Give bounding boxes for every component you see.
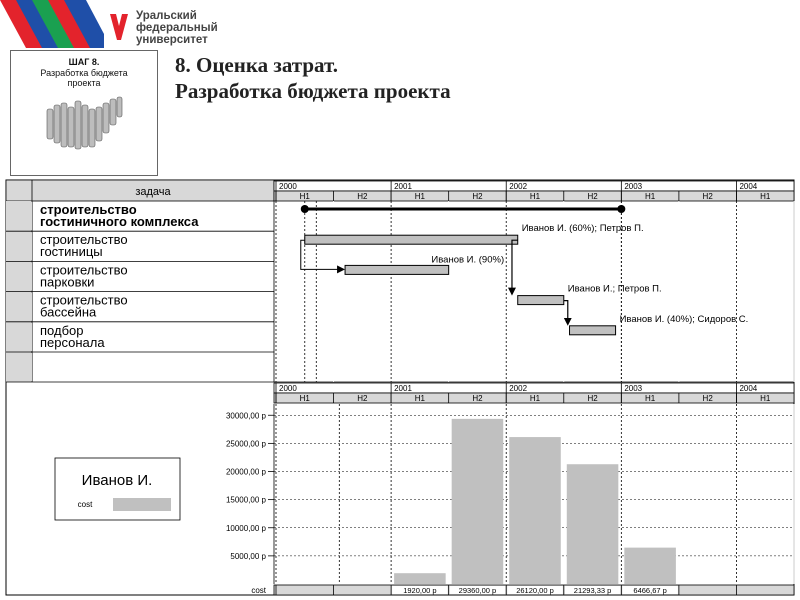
summary-start-marker <box>301 205 309 213</box>
gantt-timeline <box>274 181 794 382</box>
timeline-year: 2004 <box>739 182 758 191</box>
caption-line: проекта <box>67 78 101 88</box>
timeline-half: H2 <box>472 192 483 201</box>
budget-bar <box>624 548 676 584</box>
row-number-cell <box>6 293 32 321</box>
timeline-year: 2003 <box>624 384 643 393</box>
task-resource-label: Иванов И. (60%); Петров П. <box>521 223 644 235</box>
dependency-arrow <box>512 240 518 293</box>
row-number-cell <box>6 262 32 290</box>
y-tick-label: 10000,00 р <box>225 523 266 533</box>
task-label[interactable]: строительство <box>40 262 128 278</box>
budget-bar <box>509 437 561 584</box>
budget-bar <box>567 464 619 584</box>
timeline-half: H1 <box>760 192 771 201</box>
y-tick-label: 15000,00 р <box>225 495 266 505</box>
timeline-year: 2002 <box>509 182 528 191</box>
row-number-cell <box>6 202 32 230</box>
logo-line: Уральский <box>136 10 197 22</box>
timeline-year: 2000 <box>279 182 297 191</box>
task-resource-label: Иванов И. (40%); Сидоров С. <box>619 313 749 325</box>
task-bar[interactable] <box>518 296 564 305</box>
title-line-2: Разработка бюджета проекта <box>175 79 451 103</box>
task-bar[interactable] <box>570 326 616 335</box>
y-tick-label: 20000,00 р <box>225 467 266 477</box>
timeline-year: 2001 <box>394 182 412 191</box>
task-resource-label: Иванов И. (90%) <box>431 254 505 266</box>
timeline-half: H1 <box>414 394 426 403</box>
cost-row-label: cost <box>251 586 266 595</box>
step-label: ШАГ 8. <box>68 57 100 67</box>
row-number-cell <box>6 353 32 381</box>
summary-end-marker <box>617 205 625 213</box>
budget-chart <box>226 383 794 595</box>
timeline-year: 2004 <box>739 384 758 393</box>
logo-line: университет <box>136 34 208 46</box>
timeline-year: 2001 <box>394 384 412 393</box>
legend-swatch <box>113 498 171 511</box>
title-line-1: 8. Оценка затрат. <box>175 53 338 77</box>
resource-legend <box>55 458 180 520</box>
bar-value-label: 1920,00 р <box>403 586 437 595</box>
budget-bar <box>452 419 504 584</box>
task-label[interactable]: персонала <box>40 334 105 350</box>
y-tick-label: 25000,00 р <box>225 439 266 449</box>
timeline-year: 2003 <box>624 182 643 191</box>
task-column-header: задача <box>135 186 171 198</box>
task-label[interactable]: подбор <box>40 322 84 338</box>
row-number-cell <box>6 323 32 351</box>
task-resource-label: Иванов И.; Петров П. <box>567 283 662 295</box>
dependency-arrow <box>564 301 568 324</box>
legend-resource-name: Иванов И. <box>81 472 153 489</box>
cost-row <box>251 585 794 595</box>
task-bar[interactable] <box>305 235 518 244</box>
bar-value-label: 26120,00 р <box>516 586 554 595</box>
task-bar[interactable] <box>345 265 449 274</box>
timeline-half: H2 <box>702 394 713 403</box>
task-label[interactable]: строительство <box>40 202 137 217</box>
task-label[interactable]: парковки <box>40 274 95 290</box>
task-label[interactable]: гостиницы <box>40 244 103 260</box>
legend-series-label: cost <box>77 500 93 509</box>
timeline-half: H1 <box>529 192 541 201</box>
chart-bars <box>394 419 676 584</box>
timeline-half: H2 <box>587 394 598 403</box>
timeline-half: H1 <box>529 394 541 403</box>
y-tick-label: 30000,00 р <box>225 411 266 421</box>
task-label[interactable]: строительство <box>40 292 128 308</box>
row-number-cell <box>6 232 32 260</box>
timeline-half: H1 <box>414 192 426 201</box>
timeline-half: H1 <box>299 394 310 403</box>
caption-line: Разработка бюджета <box>40 68 128 78</box>
y-tick-label: 5000,00 р <box>230 551 266 561</box>
bar-value-label: 21293,33 р <box>573 586 612 595</box>
timeline-half: H2 <box>587 192 598 201</box>
timeline-half: H1 <box>760 394 771 403</box>
timeline-half: H1 <box>644 394 656 403</box>
logo-line: федеральный <box>136 22 218 34</box>
bar-value-label: 6466,67 р <box>633 586 667 595</box>
bar-value-label: 29360,00 р <box>458 586 497 595</box>
timeline-year: 2002 <box>509 384 528 393</box>
timeline-half: H2 <box>472 394 483 403</box>
timeline-half: H2 <box>357 394 368 403</box>
gantt-bars <box>301 205 749 335</box>
task-label[interactable]: строительство <box>40 232 128 248</box>
timeline-half: H2 <box>357 192 368 201</box>
timeline-year: 2000 <box>279 384 297 393</box>
timeline-half: H1 <box>299 192 310 201</box>
task-label[interactable]: гостиничного комплекса <box>40 214 199 229</box>
timeline-half: H1 <box>644 192 656 201</box>
budget-bar <box>394 573 446 584</box>
timeline-half: H2 <box>702 192 713 201</box>
task-label[interactable]: бассейна <box>40 304 97 320</box>
